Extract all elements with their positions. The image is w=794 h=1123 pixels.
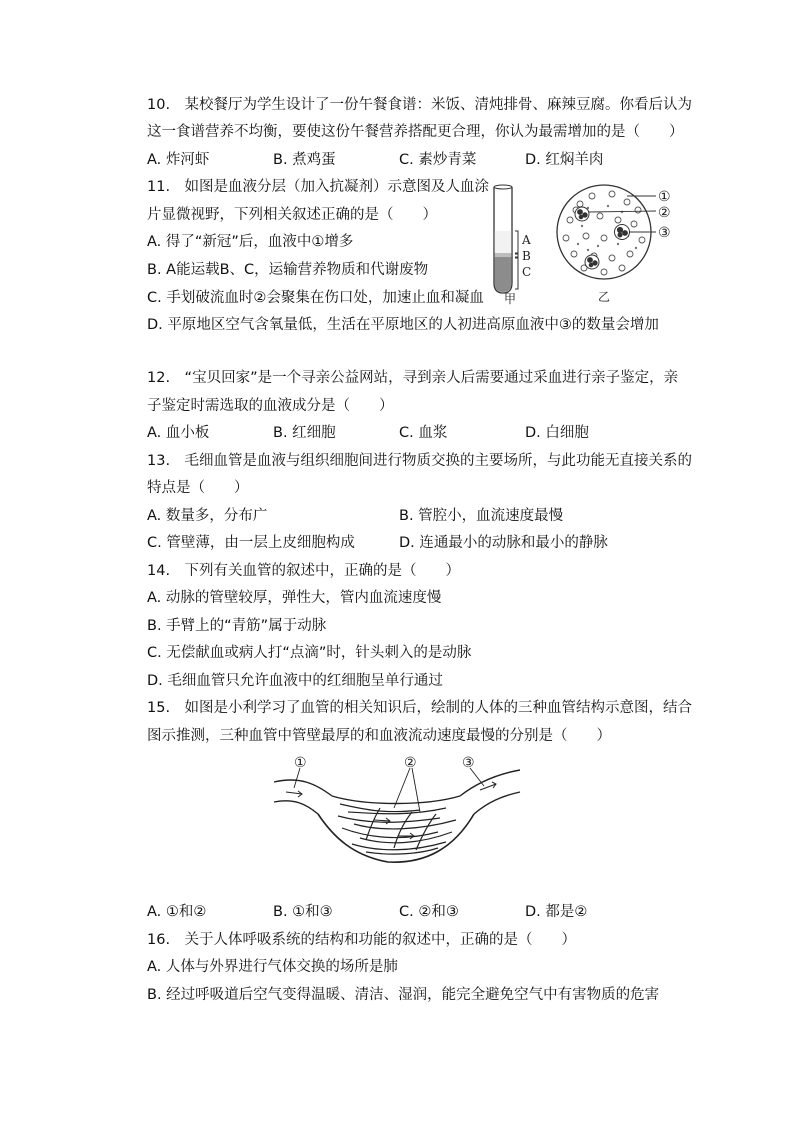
vessel-label-2: ② (404, 755, 417, 771)
q15-option-a[interactable]: A. ①和② (147, 904, 207, 920)
q10-options (147, 150, 667, 170)
vessel-label-3: ③ (462, 755, 475, 771)
q14-option-d[interactable]: D. 毛细血管只允许血液中的红细胞呈单行通过 (147, 673, 443, 689)
tube-label-b: B (522, 249, 531, 263)
q14-option-b[interactable]: B. 手臂上的“青筋”属于动脉 (147, 618, 327, 634)
q10-stem-line2: 这一食谱营养不均衡，要使这份午餐营养搭配更合理，你认为最需增加的是（ ） (147, 124, 684, 140)
vessel-label-1: ① (294, 755, 307, 771)
q10-option-d[interactable]: D. 红焖羊肉 (525, 152, 604, 168)
tube-label-c: C (522, 265, 532, 279)
blood-vessel-figure (270, 752, 524, 886)
blood-smear-figure (552, 180, 682, 305)
q12-option-a[interactable]: A. 血小板 (147, 425, 210, 441)
q12-options (147, 423, 667, 443)
q16-option-a[interactable]: A. 人体与外界进行气体交换的场所是肺 (147, 959, 398, 975)
smear-label-2: ② (658, 205, 671, 221)
q13-option-d[interactable]: D. 连通最小的动脉和最小的静脉 (399, 535, 608, 551)
q15-option-c[interactable]: C. ②和③ (399, 904, 459, 920)
smear-label-3: ③ (658, 225, 671, 241)
smear-caption: 乙 (598, 290, 611, 304)
tube-label-a: A (522, 233, 531, 247)
q13-options-row2 (147, 533, 667, 553)
q12-option-b[interactable]: B. 红细胞 (273, 425, 336, 441)
smear-label-1: ① (658, 189, 671, 205)
q13-option-b[interactable]: B. 管腔小，血流速度最慢 (399, 508, 564, 524)
q15-stem-line2: 图示推测，三种血管中管壁最厚的和血液流动速度最慢的分别是（ ） (147, 728, 611, 744)
q10-option-c[interactable]: C. 素炒青菜 (399, 152, 477, 168)
q16-option-b[interactable]: B. 经过呼吸道后空气变得温暖、清洁、湿润，能完全避免空气中有害物质的危害 (147, 987, 660, 1003)
q11-option-d[interactable]: D. 平原地区空气含氧量低，生活在平原地区的人初进高原血液中③的数量会增加 (147, 317, 659, 333)
q12-stem-line2: 子鉴定时需选取的血液成分是（ ） (147, 398, 394, 414)
q10-stem-line1: 10. 某校餐厅为学生设计了一份午餐食谱：米饭、清炖排骨、麻辣豆腐。你看后认为 (147, 97, 693, 113)
q12-option-c[interactable]: C. 血浆 (399, 425, 448, 441)
blood-tube-figure (484, 183, 554, 305)
q15-options (147, 902, 667, 922)
q13-stem-line1: 13. 毛细血管是血液与组织细胞间进行物质交换的主要场所，与此功能无直接关系的 (147, 453, 693, 469)
q13-option-c[interactable]: C. 管壁薄，由一层上皮细胞构成 (147, 535, 355, 551)
tube-caption: 甲 (504, 292, 517, 305)
q13-options-row1 (147, 506, 667, 526)
q10-option-a[interactable]: A. 炸河虾 (147, 152, 210, 168)
q13-stem-line2: 特点是（ ） (147, 480, 249, 496)
q14-stem-line1: 14. 下列有关血管的叙述中，正确的是（ ） (147, 563, 461, 579)
q11-option-c[interactable]: C. 手划破流血时②会聚集在伤口处，加速止血和凝血 (147, 290, 484, 306)
q10-option-b[interactable]: B. 煮鸡蛋 (273, 152, 336, 168)
q13-option-a[interactable]: A. 数量多，分布广 (147, 508, 268, 524)
q15-option-d[interactable]: D. 都是② (525, 904, 588, 920)
q12-option-d[interactable]: D. 白细胞 (525, 425, 589, 441)
q11-option-b[interactable]: B. A能运载B、C，运输营养物质和代谢废物 (147, 262, 429, 278)
q11-stem-line1: 11. 如图是血液分层（加入抗凝剂）示意图及人血涂 (147, 179, 490, 195)
q14-option-a[interactable]: A. 动脉的管壁较厚，弹性大，管内血流速度慢 (147, 590, 442, 606)
q15-stem-line1: 15. 如图是小利学习了血管的相关知识后，绘制的人体的三种血管结构示意图，结合 (147, 700, 693, 716)
q15-option-b[interactable]: B. ①和③ (273, 904, 333, 920)
q11-stem-line2: 片显微视野，下列相关叙述正确的是（ ） (147, 207, 437, 223)
q11-option-a[interactable]: A. 得了“新冠”后，血液中①增多 (147, 234, 354, 250)
q14-option-c[interactable]: C. 无偿献血或病人打“点滴”时，针头刺入的是动脉 (147, 645, 472, 661)
q12-stem-line1: 12. “宝贝回家”是一个寻亲公益网站，寻到亲人后需要通过采血进行亲子鉴定，亲 (147, 370, 679, 386)
q16-stem-line1: 16. 关于人体呼吸系统的结构和功能的叙述中，正确的是（ ） (147, 932, 577, 948)
